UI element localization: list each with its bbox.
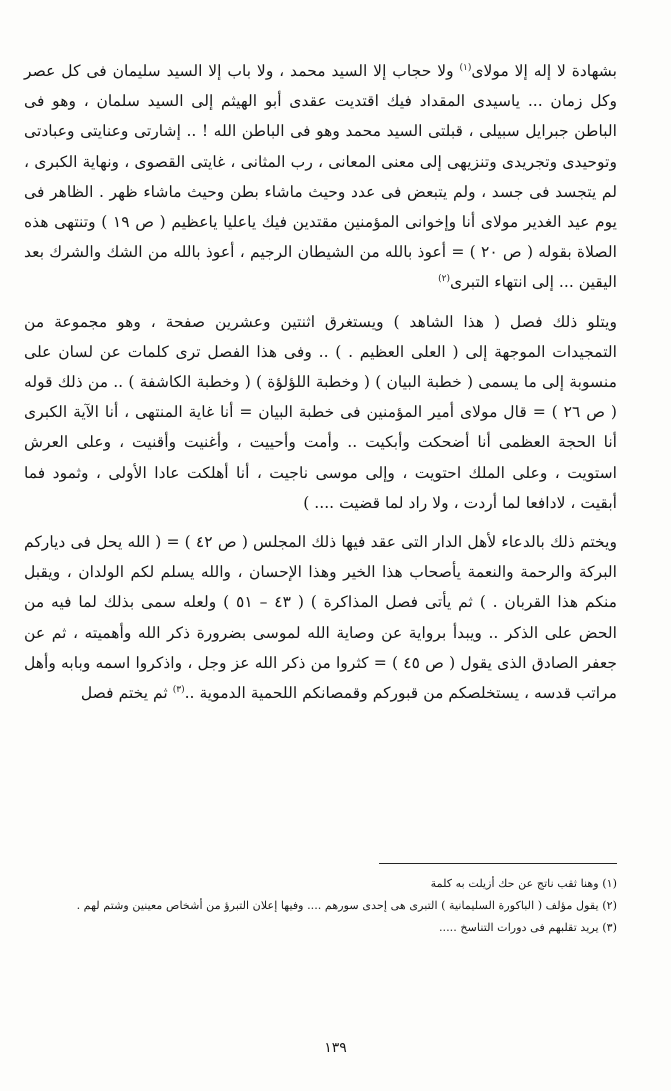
footnote-text: يقول مؤلف ( الباكورة السليمانية ) التبرى هى إحدى سورهم .... وفيها إعلان التبرؤ من أشخاص معينين وشتم لهم . xyxy=(76,899,599,912)
paragraph xyxy=(24,56,617,298)
footnote-text: يريد تقلبهم فى دورات التناسخ ..... xyxy=(439,921,599,934)
footnote-text: وهنا ثقب ناتج عن حك أزيلت به كلمة xyxy=(430,877,599,890)
footnote-reference: (٣) xyxy=(172,685,185,696)
text-segment: ويختم ذلك بالدعاء لأهل الدار التى عقد فيها ذلك المجلس ( ص ٤٢ ) = ( الله يحل فى دياركم البركة والرحمة والنعمة يأصحاب هذا الخير وهذا الإحسان ، والله يسلم لكم الولدان ، ويقبل منكم هذا القربان . ) ثم يأتى فصل المذاكرة ) ( ٤٣ – ٥١ ) ولعله سمى بذلك لما فيه من الحض على الذكر .. ويبدأ برواية عن وصاية الله لموسى بضرورة ذكر الله وأهميته ، ثم عن جعفر الصادق الذى يقول ( ص ٤٥ ) = كثروا من ذكر الله عز وجل ، واذكروا اسمه وبابه وأهل مراتب قدسه ، يستخلصكم من قبوركم وقمصانكم اللحمية الدموية .. xyxy=(24,533,618,703)
footnote-marker: (١) xyxy=(602,877,617,890)
footnote-marker: (٢) xyxy=(602,899,617,912)
text-segment: بشهادة لا إله إلا مولاى xyxy=(471,62,618,80)
footnote xyxy=(24,917,617,939)
paragraph xyxy=(24,527,617,708)
footnotes xyxy=(24,873,617,939)
main-text xyxy=(24,56,617,708)
footnote-reference: (٢) xyxy=(438,274,450,285)
footnote-reference: (١) xyxy=(459,63,472,73)
footnote xyxy=(24,895,617,917)
page-number: ١٣٩ xyxy=(324,1040,347,1056)
footnote xyxy=(24,873,617,895)
paragraph xyxy=(24,307,617,518)
text-segment: ويتلو ذلك فصل ( هذا الشاهد ) ويستغرق اثنتين وعشرين صفحة ، وهو مجموعة من التمجيدات الموجهة إلى ( العلى العظيم . ) .. وفى هذا الفصل ترى كلمات عن لسان على منسوبة إلى ما يسمى ( خطبة البيان ) ( وخطبة اللؤلؤة ) ( وخطبة الكاشفة ) .. من ذلك قوله ( ص ٢٦ ) = قال مولاى أمير المؤمنين فى خطبة البيان = أنا غاية المنتهى ، أنا الآية الكبرى أنا الحجة العظمى أنا أضحكت وأبكيت .. وأمت وأحييت ، وأغنيت وأقنيت ، وعلى العرش استويت ، وعلى الملك احتويت ، وإلى موسى ناجيت ، أنا أهلكت عادا الأولى ، وثمود فما أبقيت ، لادافعا لما أردت ، ولا راد لما قضيت .... ) xyxy=(24,312,617,512)
text-segment: ثم يختم فصل xyxy=(80,684,173,703)
footnote-divider xyxy=(379,863,617,864)
footnote-marker: (٣) xyxy=(602,921,617,934)
text-segment: ولا حجاب إلا السيد محمد ، ولا باب إلا السيد سليمان فى كل عصر وكل زمان ... ياسيدى المقداد فيك اقتديت عقدى أبو الهيثم إلى السيد سلمان ، وهو فى الباطن جبرايل سبيلى ، قبلتى السيد محمد وهو فى الباطن الله ! .. إشارتى وعنايتى وعبادتى وتوحيدى وتجريدى وتنزيهى إلى معنى المعانى ، رب المثانى ، غايتى القصوى ، ونهاية الكبرى ، لم يتجسد فى جسد ، ولم يتبعض فى عدد وحيث ماشاء بطن وحيث ماشاء ظهر . الظاهر فى يوم عيد الغدير مولاى أنا وإخوانى المؤمنين مقتدين فيك ياعليا ياعظيم ( ص ١٩ ) وتنتهى هذه الصلاة بقوله ( ص ٢٠ ) = أعوذ بالله من الشيطان الرجيم ، أعوذ بالله من الشك والشرك بعد اليقين ... إلى انتهاء التبرى xyxy=(24,62,617,292)
